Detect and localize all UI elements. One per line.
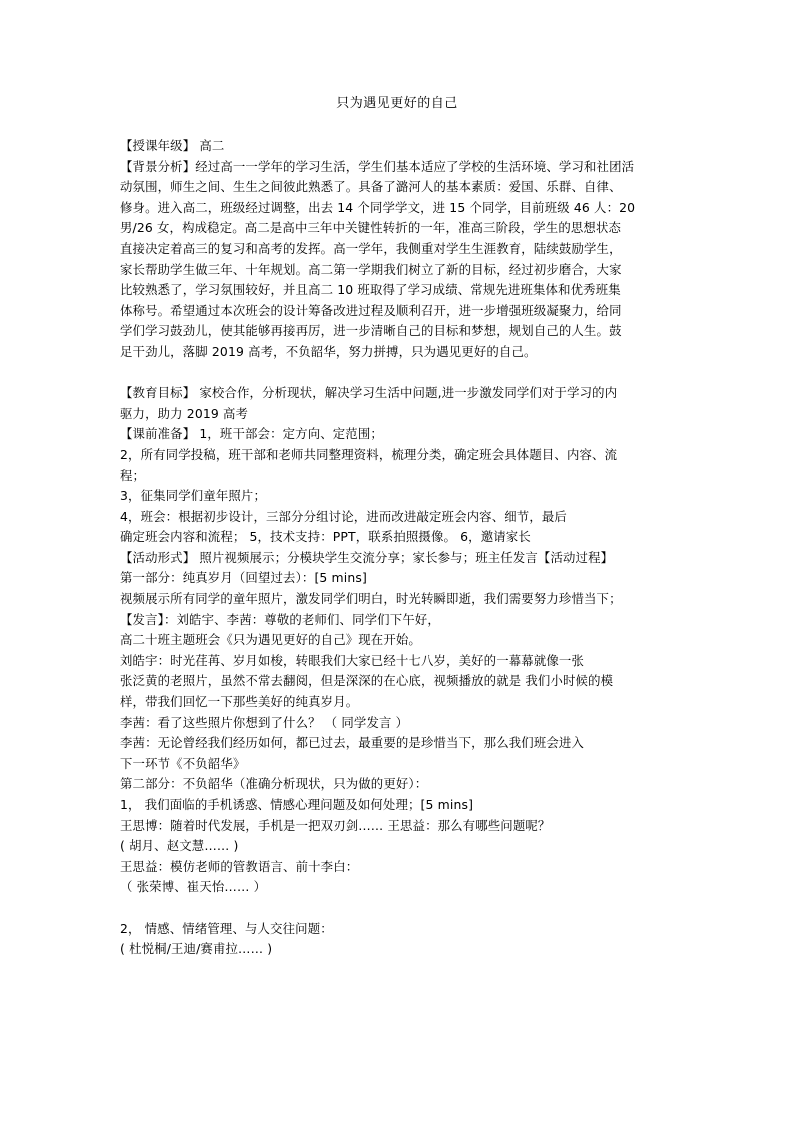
text-line: 程； xyxy=(120,467,146,483)
text-line: 1， 我们面临的手机诱惑、情感心理问题及如何处理；[5 mins] xyxy=(120,797,474,812)
text-line: 2，所有同学投稿，班干部和老师共同整理资料，梳理分类，确定班会具体题目、内容、流 xyxy=(120,446,618,462)
text-line: 比较熟悉了，学习氛围较好，并且高二 10 班取得了学习成绩、常规先进班集体和优秀班集 xyxy=(120,282,621,298)
text-line: 样，带我们回忆一下那些美好的纯真岁月。 xyxy=(120,694,359,710)
text-line: 李茜：看了这些照片你想到了什么？ （ 同学发言 ） xyxy=(120,714,409,730)
text-line: 王思博：随着时代发展，手机是一把双刃剑…… 王思益：那么有哪些问题呢？ xyxy=(120,817,551,833)
text-line: 确定班会内容和流程； 5，技术支持：PPT，联系拍照摄像。 6，邀请家长 xyxy=(120,529,531,545)
text-line: 【发言】：刘皓宇、李茜：尊敬的老师们、同学们下午好， xyxy=(120,611,440,627)
text-line: 【课前准备】 1，班干部会：定方向、定范围； xyxy=(120,426,383,442)
text-line: 第一部分：纯真岁月（回望过去）：[5 mins] xyxy=(120,570,367,586)
text-line: 驱力，助力 2019 高考 xyxy=(120,405,249,421)
page-title: 只为遇见更好的自己 xyxy=(336,96,458,111)
text-line: 体称号。希望通过本次班会的设计筹备改进过程及顺利召开，进一步增强班级凝聚力，给同 xyxy=(120,302,622,318)
text-line: 第二部分：不负韶华（准确分析现状，只为做的更好）： xyxy=(120,776,428,792)
text-line: 动氛围，师生之间、生生之间彼此熟悉了。具备了潞河人的基本素质：爱国、乐群、自律、 xyxy=(120,179,622,195)
blank-line xyxy=(120,898,690,919)
text-line: 视频展示所有同学的童年照片，激发同学们明白，时光转瞬即逝，我们需要努力珍惜当下； xyxy=(120,591,622,607)
text-line: 【教育目标】 家校合作，分析现状，解决学习生活中问题,进一步激发同学们对于学习的内 xyxy=(120,385,618,401)
text-line: （ 张荣博、崔天怡…… ） xyxy=(120,879,267,895)
text-line: 男/26 女，构成稳定。高二是高中三年中关键性转折的一年，准高三阶段，学生的思想状态 xyxy=(120,220,622,236)
text-line: 4，班会：根据初步设计，三部分分组讨论，进而改进敲定班会内容、细节，最后 xyxy=(120,508,567,524)
text-line: 高二十班主题班会《只为遇见更好的自己》现在开始。 xyxy=(120,632,421,648)
text-line: 家长帮助学生做三年、十年规划。高二第一学期我们树立了新的目标，经过初步磨合，大家 xyxy=(120,261,622,277)
document-body xyxy=(120,136,690,960)
text-line: 【背景分析】经过高一一学年的学习生活，学生们基本适应了学校的生活环境、学习和社团活 xyxy=(120,158,635,174)
text-line: 修身。进入高二，班级经过调整，出去 14 个同学学文，进 15 个同学，目前班级 46 人：20 xyxy=(120,199,636,215)
text-line: 直接决定着高三的复习和高考的发挥。高一学年，我侧重对学生生涯教育，陆续鼓励学生， xyxy=(120,240,622,256)
text-line: 3，征集同学们童年照片； xyxy=(120,488,266,504)
text-line: 【授课年级】 高二 xyxy=(120,138,225,153)
text-line: 足干劲儿，落脚 2019 高考，不负韶华，努力拼搏，只为遇见更好的自己。 xyxy=(120,343,537,359)
text-line: 学们学习鼓劲儿，使其能够再接再厉，进一步清晰自己的目标和梦想，规划自己的人生。鼓 xyxy=(120,323,622,339)
text-line: ( 杜悦桐/王迪/赛甫拉…… ) xyxy=(120,941,273,957)
text-line: ( 胡月、赵文慧…… ) xyxy=(120,838,239,854)
text-line: 2， 情感、情绪管理、与人交往问题： xyxy=(120,920,333,936)
text-line: 李茜：无论曾经我们经历如何，都已过去，最重要的是珍惜当下，那么我们班会进入 xyxy=(120,735,585,751)
text-line: 刘皓宇：时光荏苒、岁月如梭，转眼我们大家已经十七八岁，美好的一幕幕就像一张 xyxy=(120,652,585,668)
text-line: 【活动形式】 照片视频展示；分模块学生交流分享；家长参与；班主任发言【活动过程】 xyxy=(120,549,614,565)
text-line: 王思益：模仿老师的管教语言、前十李白： xyxy=(120,858,359,874)
blank-line xyxy=(120,363,690,384)
text-line: 张泛黄的老照片，虽然不常去翻阅，但是深深的在心底，视频播放的就是 我们小时候的模 xyxy=(120,673,614,689)
text-line: 下一环节《不负韶华》 xyxy=(120,755,246,771)
